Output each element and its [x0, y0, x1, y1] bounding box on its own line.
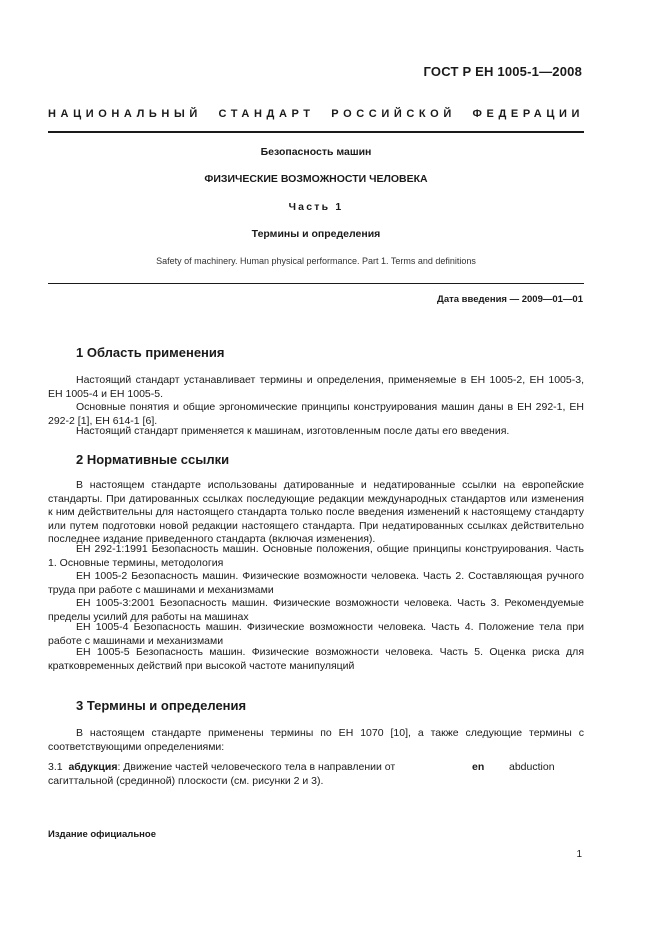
- section-2-reference: [48, 570, 584, 597]
- paragraph-text: Настоящий стандарт устанавливает термины и определения, применяемые в ЕН 1005-2, ЕН 1005-3, ЕН 1005-4 и ЕН 1005-5.: [48, 374, 584, 400]
- section-1-paragraph: [48, 374, 584, 401]
- term-entry: [48, 761, 584, 789]
- term-definition: [48, 761, 458, 788]
- paragraph-text: В настоящем стандарте применены термины по ЕН 1070 [10], а также следующие термины с соответствующими определениями:: [48, 727, 584, 753]
- section-2-reference: [48, 621, 584, 648]
- national-standard-banner: НАЦИОНАЛЬНЫЙ СТАНДАРТ РОССИЙСКОЙ ФЕДЕРАЦИИ: [48, 108, 584, 120]
- document-code: ГОСТ Р ЕН 1005-1—2008: [423, 64, 582, 79]
- reference-text: ЕН 1005-3:2001 Безопасность машин. Физические возможности человека. Часть 3. Рекомендуемые пределы усилий для работы на машинах: [48, 597, 584, 623]
- section-2-reference: [48, 543, 584, 570]
- paragraph-text: В настоящем стандарте использованы датированные и недатированные ссылки на европейские стандарты. При датированных ссылках последующие редакции международных стандартов или изменения к ним действительны для настоящего стандарта только после введения изменений к настоящему стандарту или путем подготовки новой редакции настоящего стандарта. При недатированных ссылках действительно последнее издание приведенного стандарта (включая изменения).: [48, 479, 584, 545]
- page-number: 1: [576, 849, 582, 860]
- section-3-heading: 3 Термины и определения: [76, 698, 247, 713]
- section-2-heading: 2 Нормативные ссылки: [76, 452, 230, 467]
- term-name: абдукция: [68, 761, 118, 773]
- term-english-equivalent: abduction: [509, 761, 555, 773]
- section-2-reference: [48, 597, 584, 624]
- paragraph-text: Настоящий стандарт применяется к машинам, изготовленным после даты его введения.: [76, 425, 510, 437]
- section-2-reference: [48, 646, 584, 673]
- official-edition-label: Издание официальное: [48, 829, 156, 840]
- title-divider: [48, 283, 584, 284]
- part-label: Часть 1: [288, 201, 344, 213]
- document-title: ФИЗИЧЕСКИЕ ВОЗМОЖНОСТИ ЧЕЛОВЕКА: [204, 173, 428, 185]
- reference-text: ЕН 1005-2 Безопасность машин. Физические возможности человека. Часть 2. Составляющая ручного труда при работе с машинами и механизмами: [48, 570, 584, 596]
- reference-text: ЕН 1005-4 Безопасность машин. Физические возможности человека. Часть 4. Положение тела при работе с машинами и механизмами: [48, 621, 584, 647]
- paragraph-text: Основные понятия и общие эргономические принципы конструирования машин даны в ЕН 292-1, ЕН 292-2 [1], ЕН 614-1 [6].: [48, 401, 584, 427]
- section-1-paragraph: [48, 425, 584, 439]
- term-definition-text: : Движение частей человеческого тела в направлении от сагиттальной (срединной) плоскости (см. рисунки 2 и 3).: [48, 761, 396, 787]
- term-number: 3.1: [48, 761, 63, 773]
- header-divider: [48, 131, 584, 133]
- term-language-code: en: [472, 761, 485, 773]
- english-title: Safety of machinery. Human physical performance. Part 1. Terms and definitions: [156, 256, 476, 266]
- reference-text: ЕН 292-1:1991 Безопасность машин. Основные положения, общие принципы конструирования. Часть 1. Основные термины, методология: [48, 543, 584, 569]
- series-title: Безопасность машин: [260, 146, 372, 158]
- section-3-intro: [48, 727, 584, 754]
- reference-text: ЕН 1005-5 Безопасность машин. Физические возможности человека. Часть 5. Оценка риска для кратковременных действий при высокой частоте манипуляций: [48, 646, 584, 672]
- section-1-paragraph: [48, 401, 584, 428]
- introduction-date: Дата введения — 2009—01—01: [437, 294, 583, 305]
- document-subtitle: Термины и определения: [251, 228, 381, 240]
- section-1-heading: 1 Область применения: [76, 345, 225, 360]
- section-2-paragraph: [48, 479, 584, 547]
